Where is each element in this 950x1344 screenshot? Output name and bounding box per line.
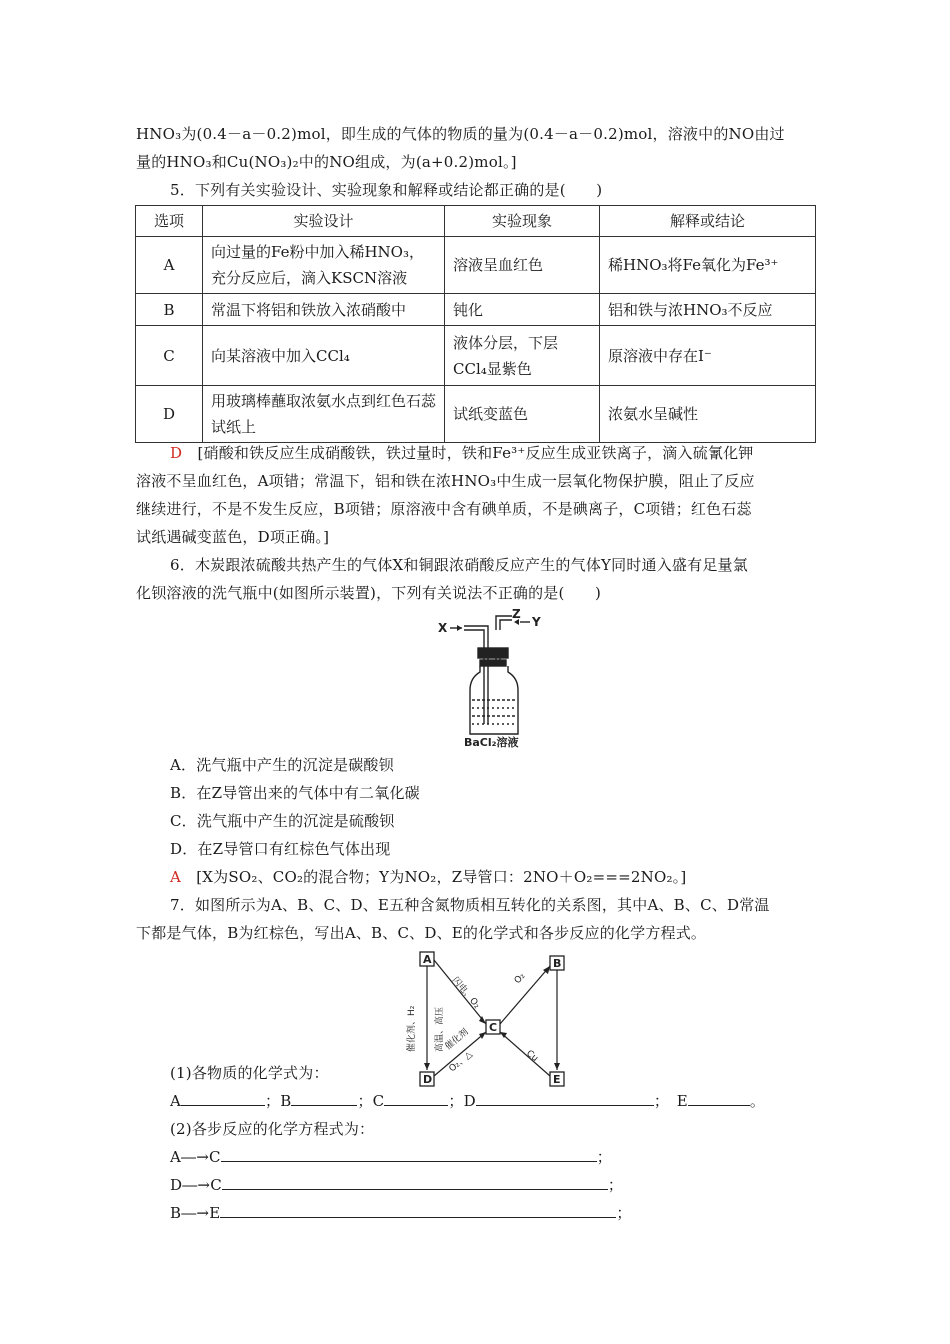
row-phenomenon: 液体分层，下层CCl₄显紫色: [445, 326, 600, 386]
answer-blank-e[interactable]: [688, 1089, 750, 1106]
answer-blank-eq-dc[interactable]: [222, 1173, 608, 1190]
q7-equation-a-c: A―→C ；: [170, 1143, 816, 1171]
q7-stem-line-2: 下都是气体，B为红棕色，写出A、B、C、D、E的化学式和各步反应的化学方程式。: [136, 924, 707, 942]
gas-washing-bottle-figure: [430, 604, 550, 748]
table-row: [136, 237, 816, 294]
answer-blank-eq-be[interactable]: [220, 1201, 616, 1218]
row-conclusion: 原溶液中存在I⁻: [600, 326, 816, 386]
q6-stem-line-2: 化钡溶液的洗气瓶中(如图所示装置)，下列有关说法不正确的是( ): [136, 584, 602, 602]
label-a-to-d-1: 催化剂、H₂: [407, 1005, 417, 1052]
node-e: E: [553, 1073, 561, 1086]
node-c: C: [489, 1021, 498, 1034]
figure-label-x: X: [438, 621, 448, 635]
label-a-to-d-2: 高温、高压: [435, 1006, 445, 1052]
label-d-to-c-1: 催化剂: [443, 1027, 471, 1053]
label-a-to-c: 闪电、O₂: [449, 975, 482, 1011]
answer-blank-b[interactable]: [291, 1089, 357, 1106]
row-design: 用玻璃棒蘸取浓氨水点到红色石蕊试纸上: [203, 386, 445, 443]
q7-part-1: (1)各物质的化学式为：: [170, 1064, 329, 1082]
table-row: [136, 386, 816, 443]
figure-caption: BaCl₂溶液: [464, 736, 519, 748]
q6-option-a: A．洗气瓶中产生的沉淀是碳酸钡: [170, 756, 394, 774]
q6-answer-line: A [X为SO₂、CO₂的混合物；Y为NO₂，Z导管口：2NO＋O₂===2NO₂。]: [170, 868, 687, 886]
q7-stem-line-1: 7．如图所示为A、B、C、D、E五种含氮物质相互转化的关系图，其中A、B、C、D常温: [170, 896, 770, 914]
row-design: 常温下将铝和铁放入浓硝酸中: [203, 294, 445, 326]
table-header-row: [136, 206, 816, 237]
row-conclusion: 铝和铁与浓HNO₃不反应: [600, 294, 816, 326]
node-d: D: [423, 1073, 433, 1086]
table-row: [136, 294, 816, 326]
q6-option-c: C．洗气瓶中产生的沉淀是硫酸钡: [170, 812, 395, 830]
figure-label-y: Y: [532, 615, 541, 629]
row-option: C: [136, 326, 203, 386]
q6-option-b: B．在Z导管出来的气体中有二氧化碳: [170, 784, 420, 802]
answer-blank-d[interactable]: [476, 1089, 654, 1106]
row-conclusion: 浓氨水呈碱性: [600, 386, 816, 443]
row-option: D: [136, 386, 203, 443]
label-c-to-b: O₂: [512, 971, 528, 987]
q5-answer-line-1: D [硝酸和铁反应生成硝酸铁，铁过量时，铁和Fe³⁺反应生成亚铁离子，滴入硫氰化钾: [170, 444, 754, 462]
q7-part-2: (2)各步反应的化学方程式为：: [170, 1120, 375, 1138]
row-phenomenon: 钝化: [445, 294, 600, 326]
q5-explain-line-2: 溶液不呈血红色，A项错；常温下，铝和铁在浓HNO₃中生成一层氧化物保护膜，阻止了反应: [136, 472, 755, 490]
node-b: B: [553, 957, 562, 970]
answer-blank-eq-ac[interactable]: [221, 1145, 597, 1162]
figure-label-z: Z: [512, 607, 521, 621]
q6-option-d: D．在Z导管口有红棕色气体出现: [170, 840, 391, 858]
label-d-to-c-2: O₂、△: [447, 1049, 475, 1075]
header-phenomenon: 实验现象: [445, 206, 600, 237]
intro-line-1: HNO₃为(0.4－a－0.2)mol，即生成的气体的物质的量为(0.4－a－0.2)mol，溶液中的NO由过: [136, 125, 785, 143]
table-row: [136, 326, 816, 386]
row-phenomenon: 溶液呈血红色: [445, 237, 600, 294]
label-e-to-c: Cu: [524, 1048, 540, 1065]
q6-stem-line-1: 6．木炭跟浓硫酸共热产生的气体X和铜跟浓硝酸反应产生的气体Y同时通入盛有足量氯: [170, 556, 748, 574]
q5-explain-line-3: 继续进行，不是不发生反应，B项错；原溶液中含有碘单质，不是碘离子，C项错；红色石蕊: [136, 500, 752, 518]
q7-formula-line: A ；B ；C ；D ； E 。: [170, 1087, 816, 1115]
answer-blank-c[interactable]: [384, 1089, 448, 1106]
row-conclusion: 稀HNO₃将Fe氧化为Fe³⁺: [600, 237, 816, 294]
q5-explain-line-4: 试纸遇碱变蓝色，D项正确。]: [136, 528, 330, 546]
q6-answer: A: [170, 868, 182, 886]
q7-equation-d-c: D―→C ；: [170, 1171, 816, 1199]
node-a: A: [423, 953, 432, 966]
q7-equation-b-e: B―→E ；: [170, 1199, 816, 1227]
row-option: B: [136, 294, 203, 326]
q5-stem: 5．下列有关实验设计、实验现象和解释或结论都正确的是( ): [170, 181, 603, 199]
row-design: 向某溶液中加入CCl₄: [203, 326, 445, 386]
answer-blank-a[interactable]: [181, 1089, 265, 1106]
header-design: 实验设计: [203, 206, 445, 237]
header-option: 选项: [136, 206, 203, 237]
intro-line-2: 量的HNO₃和Cu(NO₃)₂中的NO组成，为(a+0.2)mol。]: [136, 153, 517, 171]
row-option: A: [136, 237, 203, 294]
header-conclusion: 解释或结论: [600, 206, 816, 237]
row-phenomenon: 试纸变蓝色: [445, 386, 600, 443]
q5-table: [135, 205, 816, 443]
row-design: 向过量的Fe粉中加入稀HNO₃，充分反应后，滴入KSCN溶液: [203, 237, 445, 294]
q5-answer: D: [170, 444, 183, 462]
